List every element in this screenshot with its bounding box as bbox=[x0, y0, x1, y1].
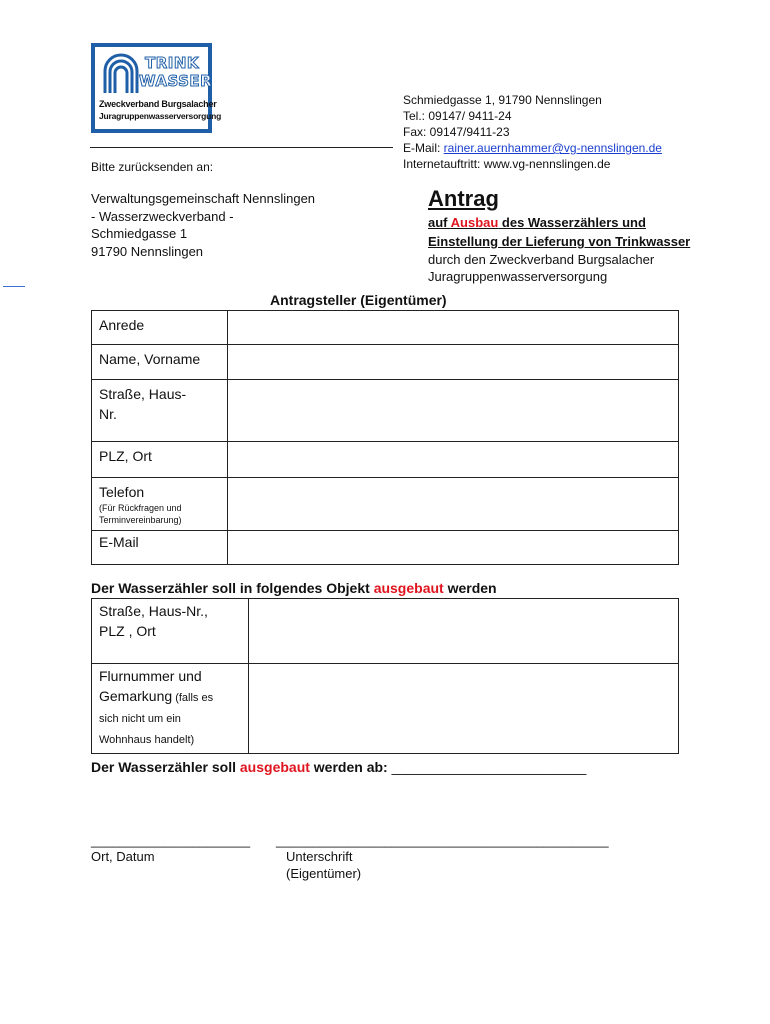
object-table bbox=[91, 598, 679, 754]
anrede-field[interactable] bbox=[228, 311, 679, 345]
anrede-label: Anrede bbox=[92, 311, 228, 345]
subtitle-red: Ausbau bbox=[450, 215, 499, 230]
object-street-2: PLZ , Ort bbox=[99, 623, 156, 639]
email-field[interactable] bbox=[228, 531, 679, 565]
sender-email-link[interactable]: rainer.auernhammer@vg-nennslingen.de bbox=[443, 141, 662, 155]
page-title: Antrag bbox=[428, 186, 499, 211]
name-label: Name, Vorname bbox=[92, 345, 228, 380]
table-row bbox=[92, 442, 679, 478]
logo-line1: Zweckverband Burgsalacher bbox=[99, 99, 217, 109]
recipient-line4: 91790 Nennslingen bbox=[91, 244, 204, 259]
recipient-line3: Schmiedgasse 1 bbox=[91, 226, 188, 241]
subtitle-line2: Einstellung der Lieferung von Trinkwasser bbox=[428, 234, 691, 249]
removal-date-field[interactable]: _________________________ bbox=[391, 759, 587, 775]
flur-3: sich nicht um ein bbox=[99, 713, 181, 725]
sender-email-label: E-Mail: bbox=[403, 141, 444, 155]
table-row bbox=[92, 664, 679, 754]
table-row bbox=[92, 478, 679, 531]
subtitle-line3: durch den Zweckverband Burgsalacher bbox=[428, 252, 655, 267]
margin-mark bbox=[3, 286, 25, 287]
sender-tel: Tel.: 09147/ 9411-24 bbox=[403, 109, 512, 123]
return-divider bbox=[90, 147, 393, 148]
applicant-table bbox=[91, 310, 679, 565]
object-heading-post: werden bbox=[443, 580, 497, 596]
flur-field[interactable] bbox=[249, 664, 679, 754]
table-row bbox=[92, 599, 679, 664]
logo-line2: Juragruppenwasserversorgung bbox=[99, 111, 222, 121]
date-line-red: ausgebaut bbox=[239, 759, 310, 775]
telefon-note-1: (Für Rückfragen und bbox=[99, 503, 182, 513]
telefon-label bbox=[92, 478, 228, 531]
plz-field[interactable] bbox=[228, 442, 679, 478]
object-heading-pre: Der Wasserzähler soll in folgendes Objekt bbox=[91, 580, 374, 596]
place-date-label: Ort, Datum bbox=[91, 849, 155, 864]
logo bbox=[91, 43, 222, 133]
subtitle-line4: Juragruppenwasserversorgung bbox=[428, 269, 608, 284]
signature-label-1: Unterschrift bbox=[286, 849, 353, 864]
table-row bbox=[92, 531, 679, 565]
street-label-2: Nr. bbox=[99, 406, 117, 422]
signature-field[interactable]: ______________________________________________ bbox=[276, 833, 609, 848]
object-street-field[interactable] bbox=[249, 599, 679, 664]
date-line-pre: Der Wasserzähler soll bbox=[91, 759, 240, 775]
object-heading bbox=[91, 580, 497, 596]
email-label: E-Mail bbox=[92, 531, 228, 565]
date-line-post: werden ab: bbox=[309, 759, 392, 775]
telefon-label-text: Telefon bbox=[99, 484, 145, 500]
flur-1: Flurnummer und bbox=[99, 668, 202, 684]
subtitle-line1 bbox=[428, 214, 646, 232]
recipient-line2: - Wasserzweckverband - bbox=[91, 209, 234, 224]
flur-2: Gemarkung bbox=[99, 688, 173, 704]
table-row bbox=[92, 380, 679, 442]
water-arch-icon bbox=[101, 53, 141, 93]
logo-trink: TRINK bbox=[145, 54, 200, 72]
removal-date-line bbox=[91, 759, 586, 775]
signature-label-2: (Eigentümer) bbox=[286, 866, 362, 881]
sender-fax: Fax: 09147/9411-23 bbox=[403, 125, 510, 139]
applicant-heading: Antragsteller (Eigentümer) bbox=[270, 292, 447, 308]
street-label bbox=[92, 380, 228, 442]
object-street-label bbox=[92, 599, 249, 664]
telefon-note-2: Terminvereinbarung) bbox=[99, 515, 182, 525]
object-street-1: Straße, Haus-Nr., bbox=[99, 603, 208, 619]
return-label: Bitte zurücksenden an: bbox=[91, 160, 214, 174]
flur-2-small: (falls es bbox=[172, 692, 214, 704]
object-heading-red: ausgebaut bbox=[373, 580, 444, 596]
place-date-field[interactable]: ______________________ bbox=[91, 833, 251, 848]
telefon-field[interactable] bbox=[228, 478, 679, 531]
sender-email-row bbox=[403, 140, 662, 156]
subtitle-pre: auf bbox=[428, 215, 451, 230]
street-field[interactable] bbox=[228, 380, 679, 442]
table-row bbox=[92, 345, 679, 380]
logo-wasser: WASSER bbox=[139, 72, 213, 90]
sender-web: Internetauftritt: www.vg-nennslingen.de bbox=[403, 157, 611, 171]
sender-street: Schmiedgasse 1, 91790 Nennslingen bbox=[403, 93, 602, 107]
plz-label: PLZ, Ort bbox=[92, 442, 228, 478]
table-row bbox=[92, 311, 679, 345]
street-label-1: Straße, Haus- bbox=[99, 386, 187, 402]
name-field[interactable] bbox=[228, 345, 679, 380]
flur-4: Wohnhaus handelt) bbox=[99, 734, 195, 746]
flur-label bbox=[92, 664, 249, 754]
subtitle-post: des Wasserzählers und bbox=[498, 215, 646, 230]
recipient-line1: Verwaltungsgemeinschaft Nennslingen bbox=[91, 191, 316, 206]
